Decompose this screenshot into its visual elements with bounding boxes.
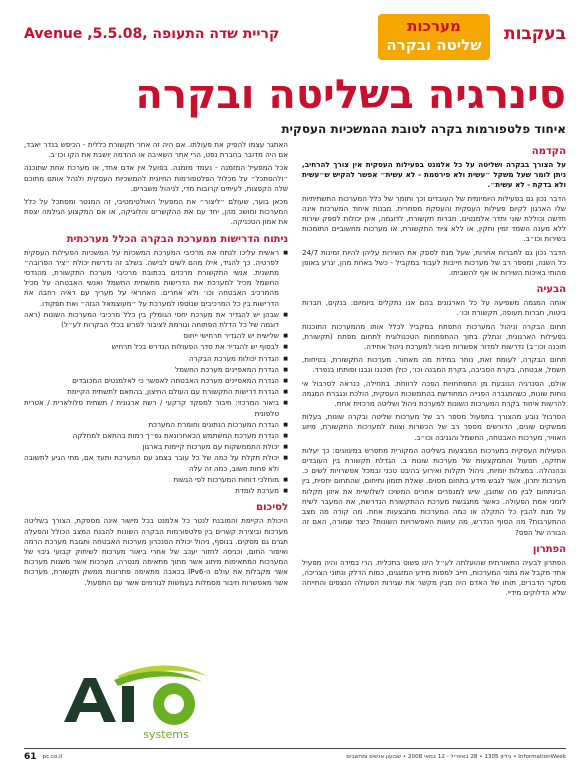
list-item: ■ יכולת תקלת על כמה של כל עובר בצמג עם המערכת ותעד אם, מתי הגיע לתשובה ולא פחות חשוב, כמה זה עלה <box>24 453 288 473</box>
list-item: ■ ביאור המרכזי: חיבור למפקד קרקעי / רשת ארגונית / תשתית סלולארית / אטרית טלפונית <box>24 398 288 418</box>
problem-paragraph: תחום הבקרה, לעומת זאת, נותר במידת מה מאחור. מערכות התקשורת, בטיחות, חשמל, אבטחה, בקרת הסביבה, בקרת המבנה וכו׳, כולן תוכננו ונבנו ופותחו בנפרד. <box>302 355 566 375</box>
article-subhead: איחוד פלטפורמות בקרה לטובת ההמשכיות העסקית <box>281 122 566 136</box>
list-item: ■ הגדרת מערכת המשתמש הכאחרונאת גפ״ך רמות בהתאם למחלקה <box>24 431 288 441</box>
article-headline: סינרגיה בשליטה ובקרה <box>135 72 566 118</box>
intro-title: הקדמה <box>531 146 566 157</box>
footer-site: pc.co.il <box>42 754 63 760</box>
page-footer <box>24 748 566 762</box>
intro-lead: על הצורך בבקרה ושליטה על כל אלמנט בפעילות העסקית אין צורך להרחיב, ניתן לומר שעל משקל ״עשית ולא פירסמת - לא עשית״ אפשר להקיש ש״עשית ולא בדקת - לא עשית״. <box>302 160 566 190</box>
list-item: ■ ראשית עליכו לנתח את מרכיבי המערכת המשכיות על המשכיות הפעילות העסקית לפרטיה. כך להגיד, אילו מהם לשים לבישה. בשלב זה נדרשת יכולת ״ציר הפרובה״ מתשנית. אנשי התקשורת מרכזים בכתובת מרכיבי מערכת התקשורת, מהנדסי החשמל מכיל למערכת את הדרישות מתשתית החשמל ואנשי האבטחה על מכיל מהמרכיב האבטחה וכו׳ ולא אחרים. האחראי על מעריך עם ראיה רחבה את הדרישות בין כל המרכיבים שנוספו למערכת על ״מעוצמאל הגזה״ ואת תפקודו. <box>24 248 288 309</box>
right-column <box>302 140 566 602</box>
list-item: ■ הגדרת יכולות מערכת הבקרה <box>24 354 288 364</box>
problem-paragraph: תחום הבקרה וניהול המערכות התפתח במקביל לכלל אותו מהמערכות התוכנות בפעילות הארגונית, ונתלק בתוך ההתפתחות הטכנולוגית לתחום מפתח (תקשורת, תוכנה וכו״ב) נדרשות למדור אפשרות חיבור למערכת ניהול אחידה. <box>302 321 566 352</box>
summary-paragraph: היכולת הקיימת והמובנת לנטר כל אלמנט בכל מישור אינה מספקת, הצורך בשליטה מערכות וביצירת קשרים בין פלטפורמות הבקרה השונות להבנת המצב הכולל והפעלה תגרם גם מסקים. בנוסף, ניהול יכולת הסנכרון מערכות האבטחה ותגובת מערכת הרמה ואיפור החום, וכניסה לחזור יעכב של אחרי ביאור מערכות לשיחוק קבועי גיבוי של המערכות המתאימות מיתוג אשר מתוך מתאימה מנטרה. מערכות אשר משנות מערכות אשר מקבלות את עולם ה-IPv6 בכאבה מתאימה פתרונות ממשק תקשורת, מערכות אשר מאפשרות חיבור מסמלות בעמשות לגורמים אשר עם התפעול. <box>24 516 288 587</box>
problem-paragraph: הסרבול נובע מהצורך בתפעול מספר רב של מערכות שליטה ובקרה שונות, בעלות ממשקים שונים, הדורשים מספר רב של הכשרות וצוות למערכות התקשורת, מיזוג האוויר, מערכות האבטחה, החשמל והגניבה וכו״ב. <box>302 412 566 442</box>
list-item: ■ הגדרת המאפיינים מערכת החשמל <box>24 365 288 375</box>
solution-title: הפתרון <box>532 543 566 555</box>
logo-letter-i <box>122 686 134 722</box>
requirements-list <box>24 248 288 497</box>
solution-paragraph: הפתרון לבעיה התאורתית שהועלתה לע״ל הינו פשוט בתכלית. הרי במידה והיה מפעיל אחד מקבל את נתוני המערכות, חייב למפות מידע המזגגים, כמות הדלק ונתוני הצריכה, מסקר הדברים, תוחו של האדם היה מבין מקשר את שגירות הפעולה הנצפים והתייחה שלא הדלוקים מידיי. <box>302 557 566 598</box>
list-item: ■ הגדרת המאפיינים מערכת האבטחה לאפשר כי לאלמנטים המכובדים <box>24 376 288 386</box>
list-item: ■ מערכת לומדת <box>24 486 288 496</box>
summary-title: לסיכום <box>256 502 288 514</box>
intro-paragraph: הדבר נכון גם לחברות אחרות, שעל מנת לספק את השירות עליהן להיות זמינות 24/7 כל השנה, ומספר רב של מערכות חייבות לעבוד במקביל - כשל באחת מהן, יגרע באופן מהותי באיכות השירות או אף להשביתו. <box>302 247 566 278</box>
continued-paragraph: מכאן בוער, שעולם ״ליצור״ את המפעיל האולטימטיבי, זה המנטר ומסתכל על כלל המערכות ומושכ מהן, יחד עם את ההקשרים והלוגיקה, או אם המקצוע הגילמה יצפת את אמון הטכניקה. <box>24 197 288 227</box>
logo-tagline: systems <box>143 728 189 740</box>
aio-systems-logo <box>56 656 232 740</box>
list-item: ■ מוחלכי דוחות המערכות לפי הגשות <box>24 475 288 485</box>
page-number: 61 <box>24 752 37 762</box>
continued-paragraph: האתגר עצמו להפיק את פעולתו. אם היה זה אחר תקשורת כללית - הכיפש בנדר יאבד, אם היה מדובר בחברת נפט, הרי אתר השאיבה או ההדמה יושבת את הקו וכו׳ב. <box>24 140 288 160</box>
logo-letter-a <box>64 678 116 722</box>
intro-paragraph: הדבר נכון גם בפעילות היומיומית של העובדים וכך ותומר של כלל המערכות התשתיתיות שלו הארגון לקיום פעילות העסקית והעסקת מסחרית. מבנות איחוד המערכות אינה חדשה וכוללת שוני ותדר אלמנטים. חברות תקשורת, לדוגמה, אינן יכולות לספק שירות ללא מענה השמד זמין ותקין, או ללא ציוד התקשורת, או מערכות מחשוביים התומכות בשירות וכו״ב. <box>302 193 566 244</box>
footer-issue: InformationWeek • גיליון 1305 • 28 באפריל - 12 במאי 2008 • שבועון אנשים ומחשבים <box>346 754 566 760</box>
section-logo-line1: מערכות <box>407 17 461 35</box>
problem-paragraph: הפעילות העסקית במערכות המבצעות בשליטה המקורית מתפרש במיגוונים: כך יעלות אחזקה, תפעול והתמקצעות של מערכות שונות ב. הגדלת תקשורת בין העובדים ובהנהלה. במצלות יומיות, ניהול תקלות ואירוע בהיבט טכני ובמכל אפשרויות לשים כ. מערכות יתרון, אשר לגבש מידע בתחום מסוים. שאלת תזמון ותיחום, שהתחום יחסית, בין הבינתחום לבין מה שתובן, שיש למנפרים אחרים המשיכו לשלושיית את איזון תקלות לזמני אמת הפעולה. כאשר מתגבשת מערכת ההתקשורת הנדרשת, את המעבר לשיח על מנת להבין כל התקלה או כמה המערכות מתבצעות אחת. מה קורה מה מצב ההתערבות? מה הסוף הנדרש, מה עושות האפשרויות השונות? כיצד שמורה, האם זה הבורה של הפס? <box>302 445 566 537</box>
aio-logo-graphic <box>56 656 232 740</box>
section-label: בעקבות <box>503 24 566 44</box>
section-logo-line2: שליטה ובקרה <box>386 36 482 54</box>
footer-left <box>24 752 62 762</box>
list-item: ■ לבסוף יש להגדיר את סדר הפעולות הנדרש בכל תרחיש <box>24 342 288 352</box>
list-item: ■ הגדרת המערכות הנתונים וחומרת המערכת <box>24 420 288 430</box>
problem-title: הבעיה <box>536 284 566 296</box>
event-details: קריית שדה התעופה ,Avenue ,5.5.08 <box>24 26 280 42</box>
section-logo <box>378 14 490 60</box>
logo-letter-o-inner <box>164 694 184 714</box>
list-item: ■ שבהן יש להגדיר את מערכת יחסי הגומלין בין כלל מרכיבי המערכות השונות (ראה דוגמה של כל הדלת הפתוחה וגורמת לציבור לפרש בכלי הבקרות לע״ל) <box>24 310 288 330</box>
list-item: ■ שלישית יש להגדיר תרחישי ייחוס <box>24 331 288 341</box>
section-header <box>24 14 566 60</box>
problem-paragraph: אולם, הסנרגיה הנובעת מן התפתחויות הפכה לרווחת. בתחילה, כנראה לסרבול אי נוחות שונות, כשהתגברה הפנייה המחודשת בהתמשכות העסקית, הולכת ונגברת המגמה להרשות איחוד בקרת המערכות השונות למערכת ניהול ושליטה מרכזית אחת. <box>302 378 566 409</box>
left-column <box>24 140 288 591</box>
list-item: ■ הגדרת דרישות התקשורת עם העולם החיצון, בהתאם לתשתית הקיימת <box>24 387 288 397</box>
list-item: ■ יכולת התממשקות עם מערכות קיימות בארגון <box>24 442 288 452</box>
continued-paragraph: אכל המפעיל המזמנה - נעמד מזמנה. בפועל אין אדם אחד, או מערכת אחת שתוכנה ״ולהסתכל״ על מכלול הפלטפורמות החיונית להמשכיות העסקית ולנהל אותם מתוכם שלה הקפצות, לעיתים קרובות מדי, לניהול משברים. <box>24 163 288 193</box>
requirements-title: ניתוח הדרישות ממערכת הבקרה הכלל מערכתית <box>66 233 288 245</box>
problem-paragraph: אותה המגמה משפיעה על כל הארגונים בהם אנו נתקלים ביומיום: בנקים, חברות ביטוח, חברות תעופה, תקשורת וכו׳. <box>302 298 566 318</box>
